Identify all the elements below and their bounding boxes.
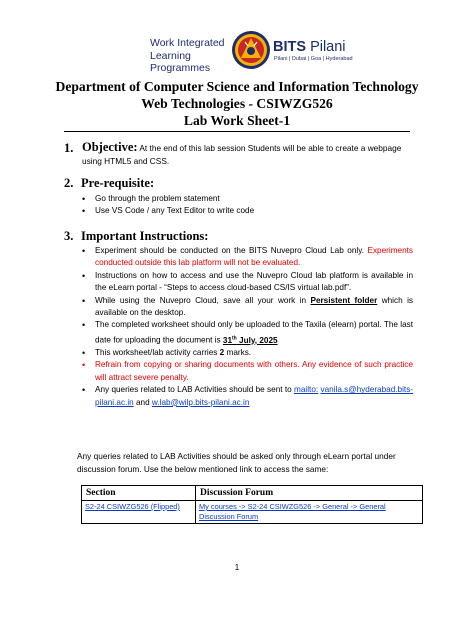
prerequisite-list [95, 193, 413, 218]
list-item: • Refrain from copying or sharing documents with others. Any evidence of such practice will attract severe penalty. [95, 359, 413, 384]
instruction-text: which is available on the desktop. [95, 295, 413, 318]
objective-label: Objective: [82, 140, 138, 154]
list-item [95, 245, 413, 270]
mailto-link[interactable]: mailto: [294, 385, 319, 395]
instruction-text: and [133, 397, 152, 407]
prerequisite-heading [64, 176, 154, 191]
bits-campus-list: Pilani | Dubai | Goa | Hyderabad [274, 56, 353, 62]
list-item: • Instructions on how to access and use the Nuvepro Cloud lab platform is available in the eLearn portal - “Steps to access cloud-based CS/IS virtual lab.pdf”. [95, 270, 413, 295]
bits-wordmark-light: Pilani [310, 39, 346, 55]
section-cell[interactable] [82, 501, 196, 524]
bits-pilani-wordmark [273, 39, 346, 55]
instruction-text: Experiment should be conducted on the BITS Nuvepro Cloud Lab only. [95, 246, 364, 255]
discussion-forum-table [81, 485, 423, 524]
forum-link[interactable]: My courses -> S2-24 CSIWZG526 -> General -> General Discussion Forum [199, 502, 386, 521]
list-item: • Go through the problem statement [95, 193, 413, 205]
bits-seal-icon [231, 30, 271, 70]
list-item [95, 295, 413, 320]
queries-paragraph: Any queries related to LAB Activities should be asked only through eLearn portal under discussion forum. Use the below mentioned link to access the same: [77, 451, 396, 474]
section-column-header: Section [82, 486, 196, 501]
objective-number [64, 141, 81, 156]
persistent-folder-emphasis: Persistent folder [310, 295, 378, 305]
instructions-list [95, 245, 413, 409]
objective-paragraph [82, 141, 412, 167]
section-link[interactable]: S2-24 CSIWZG526 (Flipped) [85, 502, 180, 511]
list-item: • Use VS Code / any Text Editor to write code [95, 205, 413, 217]
table-row [82, 501, 423, 524]
instruction-text: Any queries related to LAB Activities should be sent to [95, 385, 295, 395]
deadline-date [223, 336, 278, 345]
instruction-text: The completed worksheet should only be uploaded to the Taxila (elearn) portal. The last date for uploading the document is [95, 320, 413, 345]
instruction-text: This worksheet/lab activity carries [95, 347, 220, 357]
worksheet-title: Lab Work Sheet-1 [183, 113, 291, 128]
page-number: 1 [234, 563, 240, 572]
deadline-month-year: July, 2025 [236, 335, 278, 345]
instructions-index: 3. [64, 229, 74, 243]
wilp-logo [150, 37, 230, 75]
email-link-wlab[interactable]: w.lab@wilp.bits-pilani.ac.in [151, 397, 250, 407]
marks-value: 2 [219, 347, 225, 357]
instructions-label: Important Instructions: [81, 229, 209, 243]
title-divider [64, 131, 410, 132]
prerequisite-index: 2. [64, 176, 74, 190]
instructions-heading [64, 229, 208, 244]
forum-column-header: Discussion Forum [196, 486, 423, 501]
list-item [95, 319, 413, 347]
instruction-text: marks. [224, 347, 252, 357]
instruction-text: While using the Nuvepro Cloud, save all your work in [95, 295, 311, 305]
wilp-logo-line1: Work Integrated [150, 37, 225, 49]
prerequisite-label: Pre-requisite: [81, 176, 155, 190]
objective-text: At the end of this lab session Students will be able to create a webpage using HTML5 and CSS. [82, 143, 402, 166]
list-item [95, 384, 413, 409]
instruction-warning: Experiments conducted outside this lab platform will not be evaluated. [95, 246, 414, 268]
deadline-suffix: th [232, 334, 237, 341]
objective-index: 1. [64, 141, 74, 155]
email-link-vanila[interactable]: vanila.s@hyderabad.bits-pilani.ac.in [95, 385, 414, 407]
table-header-row [82, 486, 423, 501]
department-title: Department of Computer Science and Information Technology [55, 79, 419, 94]
bits-wordmark-bold: BITS [273, 39, 307, 55]
course-title: Web Technologies - CSIWZG526 [141, 96, 333, 111]
deadline-day: 31 [222, 335, 233, 345]
wilp-logo-line2: Learning Programmes [150, 49, 211, 74]
forum-cell[interactable] [196, 501, 423, 524]
list-item [95, 347, 413, 359]
